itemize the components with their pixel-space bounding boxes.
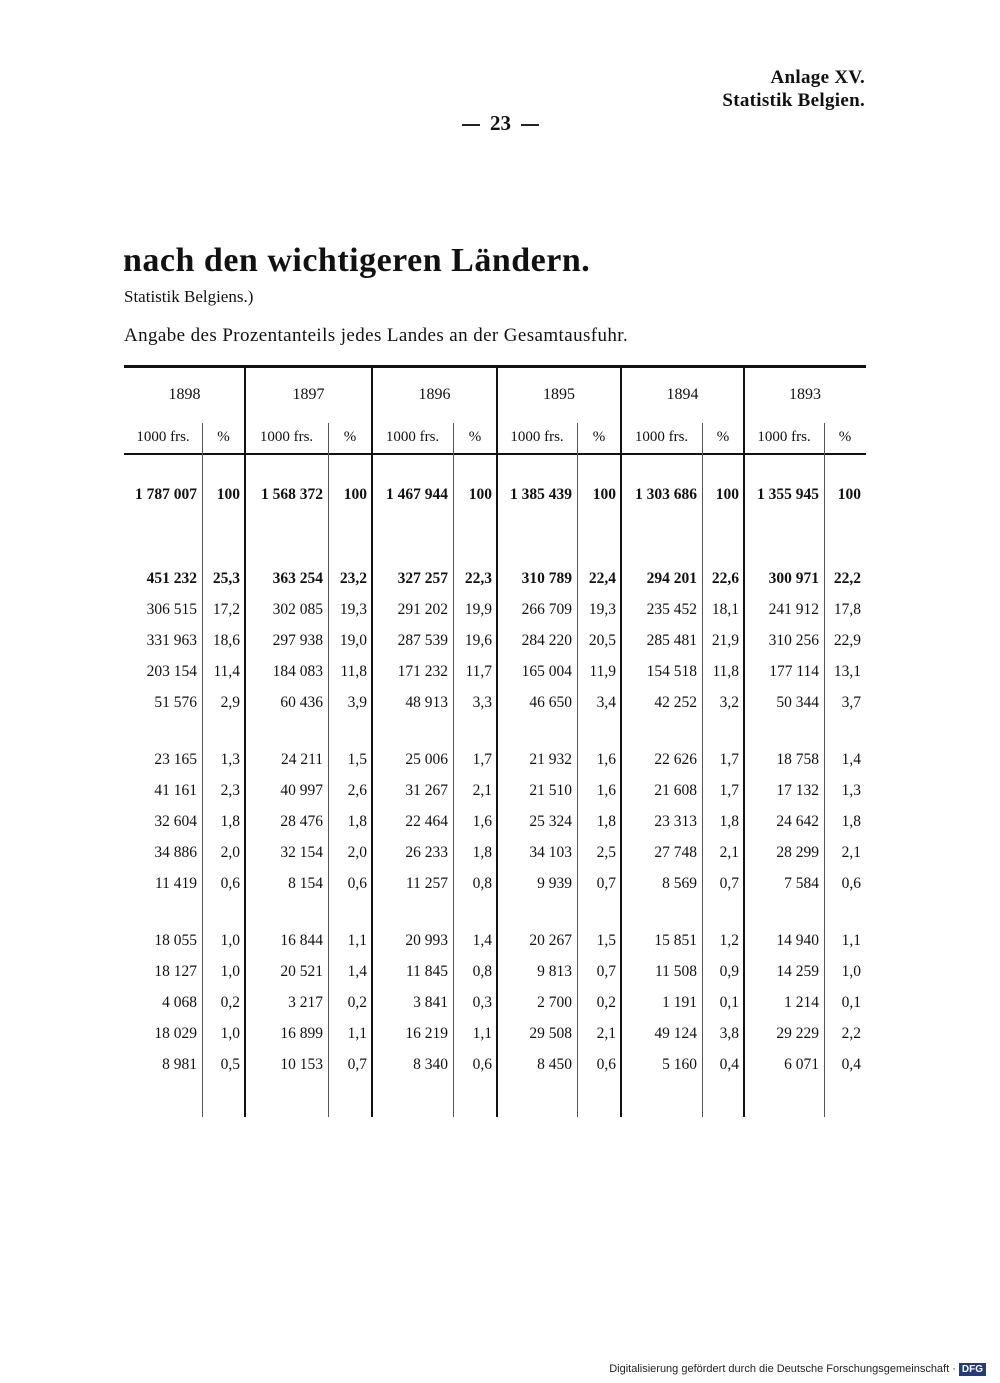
value-cell: 25 006 (405, 750, 448, 768)
value-cell: 9 939 (537, 874, 572, 892)
page-subtitle: Statistik Belgiens.) (124, 287, 254, 306)
value-cell: 24 642 (776, 812, 819, 830)
percent-cell: 17,2 (212, 600, 240, 618)
value-cell: 29 229 (776, 1024, 819, 1042)
spacer-row (124, 453, 866, 475)
table-row (124, 987, 866, 1018)
value-cell: 41 161 (154, 781, 197, 799)
value-cell: 300 971 (768, 569, 819, 587)
annex-label (722, 66, 865, 112)
year-header: 1898 (168, 386, 201, 403)
value-cell: 25 324 (529, 812, 572, 830)
unit-percent-header: % (468, 429, 482, 445)
dash-left (462, 124, 480, 126)
percent-cell: 1,6 (472, 812, 492, 830)
percent-cell: 1,3 (220, 750, 240, 768)
value-cell: 46 650 (529, 693, 572, 711)
percent-cell: 1,7 (719, 781, 739, 799)
spacer-row (124, 515, 866, 563)
spacer-row (124, 718, 866, 744)
percent-cell: 22,9 (833, 631, 861, 649)
percent-cell: 1,8 (347, 812, 367, 830)
spacer-cell (124, 718, 866, 744)
percent-cell: 0,7 (596, 962, 616, 980)
page-title: nach den wichtigeren Ländern. (123, 242, 591, 279)
percent-cell: 1,8 (472, 843, 492, 861)
value-cell: 29 508 (529, 1024, 572, 1042)
value-cell: 26 233 (405, 843, 448, 861)
percent-cell: 1,1 (472, 1024, 492, 1042)
table-row (124, 625, 866, 656)
unit-value-header: 1000 frs. (634, 429, 689, 445)
value-cell: 5 160 (662, 1055, 697, 1073)
value-cell: 8 154 (288, 874, 323, 892)
value-cell: 49 124 (654, 1024, 697, 1042)
table-row (124, 956, 866, 987)
value-cell: 60 436 (280, 693, 323, 711)
value-cell: 9 813 (537, 962, 572, 980)
value-cell: 1 191 (662, 993, 697, 1011)
value-cell: 1 303 686 (635, 486, 697, 503)
percent-cell: 1,2 (719, 931, 739, 949)
year-divider-line (371, 368, 373, 1117)
percent-cell: 25,3 (212, 569, 240, 587)
value-cell: 18 029 (154, 1024, 197, 1042)
value-cell: 284 220 (521, 631, 572, 649)
total-row (124, 475, 866, 515)
table-row (124, 837, 866, 868)
percent-cell: 1,6 (596, 750, 616, 768)
percent-cell: 2,1 (719, 843, 739, 861)
value-cell: 8 569 (662, 874, 697, 892)
spacer-row (124, 899, 866, 925)
percent-cell: 22,6 (711, 569, 739, 587)
value-cell: 17 132 (776, 781, 819, 799)
percent-cell: 0,9 (719, 962, 739, 980)
percent-cell: 19,9 (464, 600, 492, 618)
value-cell: 23 313 (654, 812, 697, 830)
percent-cell: 11,8 (712, 662, 739, 680)
table-row (124, 868, 866, 899)
percent-cell: 22,2 (833, 569, 861, 587)
percent-cell: 11,7 (465, 662, 492, 680)
year-header: 1897 (292, 386, 325, 403)
percent-divider-line (202, 423, 203, 1117)
value-cell: 22 464 (405, 812, 448, 830)
table-row (124, 687, 866, 718)
percent-cell: 2,2 (841, 1024, 861, 1042)
table-caption: Angabe des Prozentanteils jedes Landes an der Gesamtausfuhr. (124, 325, 629, 346)
value-cell: 451 232 (146, 569, 197, 587)
percent-cell: 1,1 (841, 931, 861, 949)
unit-value-header: 1000 frs. (757, 429, 811, 445)
table-row (124, 1049, 866, 1080)
value-cell: 8 340 (413, 1055, 448, 1073)
value-cell: 184 083 (272, 662, 323, 680)
value-cell: 14 259 (776, 962, 819, 980)
value-cell: 3 217 (288, 993, 323, 1011)
percent-cell: 23,2 (339, 569, 367, 587)
value-cell: 32 154 (280, 843, 323, 861)
value-cell: 6 071 (784, 1055, 819, 1073)
percent-cell: 20,5 (588, 631, 616, 649)
percent-cell: 13,1 (833, 662, 861, 680)
percent-cell: 0,6 (596, 1055, 616, 1073)
percent-cell: 100 (343, 486, 367, 503)
percent-cell: 2,5 (596, 843, 616, 861)
percent-cell: 19,3 (588, 600, 616, 618)
percent-cell: 1,8 (220, 812, 240, 830)
value-cell: 51 576 (154, 693, 197, 711)
percent-cell: 1,6 (596, 781, 616, 799)
value-cell: 18 055 (154, 931, 197, 949)
year-header: 1895 (543, 386, 575, 403)
percent-cell: 3,3 (472, 693, 492, 711)
percent-cell: 2,9 (220, 693, 240, 711)
value-cell: 285 481 (646, 631, 697, 649)
percent-cell: 0,1 (841, 993, 861, 1011)
year-header: 1894 (666, 386, 699, 403)
percent-cell: 1,8 (596, 812, 616, 830)
value-cell: 28 476 (280, 812, 323, 830)
unit-percent-header: % (838, 429, 852, 445)
percent-cell: 100 (592, 486, 616, 503)
value-cell: 21 510 (529, 781, 572, 799)
value-cell: 294 201 (646, 569, 697, 587)
value-cell: 363 254 (272, 569, 323, 587)
percent-cell: 3,8 (719, 1024, 739, 1042)
statistics-table (124, 368, 866, 1080)
percent-divider-line (577, 423, 578, 1117)
value-cell: 21 608 (654, 781, 697, 799)
value-cell: 241 912 (768, 600, 819, 618)
page-number (452, 111, 549, 136)
year-header: 1896 (418, 386, 451, 403)
percent-cell: 1,4 (347, 962, 367, 980)
page-number-value: 23 (490, 111, 511, 135)
value-cell: 266 709 (521, 600, 572, 618)
table-row (124, 775, 866, 806)
value-cell: 1 355 945 (757, 486, 819, 503)
dash-right (521, 124, 539, 126)
value-cell: 16 219 (405, 1024, 448, 1042)
percent-cell: 19,6 (464, 631, 492, 649)
value-cell: 48 913 (405, 693, 448, 711)
unit-percent-header: % (217, 429, 230, 445)
year-divider-line (496, 368, 498, 1117)
value-cell: 34 886 (154, 843, 197, 861)
value-cell: 154 518 (646, 662, 697, 680)
table-row (124, 563, 866, 594)
spacer-cell (124, 515, 866, 563)
percent-cell: 2,0 (220, 843, 240, 861)
percent-cell: 100 (216, 486, 240, 503)
value-cell: 310 789 (521, 569, 572, 587)
value-cell: 327 257 (397, 569, 448, 587)
percent-cell: 1,4 (841, 750, 861, 768)
value-cell: 16 844 (280, 931, 323, 949)
percent-cell: 1,7 (472, 750, 492, 768)
percent-cell: 0,6 (220, 874, 240, 892)
table-row (124, 806, 866, 837)
table-row (124, 594, 866, 625)
percent-cell: 2,6 (347, 781, 367, 799)
value-cell: 27 748 (654, 843, 697, 861)
percent-cell: 0,6 (347, 874, 367, 892)
value-cell: 34 103 (529, 843, 572, 861)
percent-cell: 17,8 (833, 600, 861, 618)
unit-value-header: 1000 frs. (259, 429, 314, 445)
statistics-table-wrapper (124, 365, 866, 1117)
percent-cell: 21,9 (711, 631, 739, 649)
percent-cell: 1,8 (841, 812, 861, 830)
value-cell: 24 211 (280, 750, 323, 768)
value-cell: 32 604 (154, 812, 197, 830)
statistics-table-body (124, 453, 866, 1080)
percent-cell: 100 (837, 486, 861, 503)
percent-cell: 100 (468, 486, 492, 503)
footer-credit (609, 1363, 986, 1376)
percent-cell: 1,0 (220, 962, 240, 980)
value-cell: 40 997 (280, 781, 323, 799)
percent-cell: 22,3 (464, 569, 492, 587)
percent-cell: 11,8 (340, 662, 367, 680)
percent-cell: 2,1 (596, 1024, 616, 1042)
percent-cell: 3,4 (596, 693, 616, 711)
value-cell: 11 257 (405, 874, 448, 892)
value-cell: 4 068 (162, 993, 197, 1011)
percent-cell: 22,4 (588, 569, 616, 587)
table-row (124, 1018, 866, 1049)
value-cell: 20 993 (405, 931, 448, 949)
dfg-logo: DFG (959, 1363, 986, 1376)
value-cell: 1 467 944 (386, 486, 448, 503)
percent-divider-line (824, 423, 825, 1117)
percent-cell: 2,1 (472, 781, 492, 799)
unit-percent-header: % (343, 429, 357, 445)
percent-cell: 0,7 (719, 874, 739, 892)
value-cell: 18 758 (776, 750, 819, 768)
percent-cell: 0,7 (596, 874, 616, 892)
value-cell: 11 845 (405, 962, 448, 980)
percent-cell: 1,0 (220, 1024, 240, 1042)
year-header-row (124, 368, 866, 422)
percent-cell: 1,3 (841, 781, 861, 799)
percent-cell: 1,1 (347, 931, 367, 949)
value-cell: 8 450 (537, 1055, 572, 1073)
percent-cell: 11,9 (589, 662, 616, 680)
value-cell: 2 700 (537, 993, 572, 1011)
unit-value-header: 1000 frs. (136, 429, 190, 445)
unit-percent-header: % (716, 429, 730, 445)
percent-cell: 0,8 (472, 962, 492, 980)
table-row (124, 744, 866, 775)
value-cell: 42 252 (654, 693, 697, 711)
percent-cell: 2,1 (841, 843, 861, 861)
year-divider-line (743, 368, 745, 1117)
percent-cell: 100 (715, 486, 739, 503)
percent-cell: 1,5 (347, 750, 367, 768)
value-cell: 20 267 (529, 931, 572, 949)
percent-divider-line (328, 423, 329, 1117)
percent-cell: 1,8 (719, 812, 739, 830)
percent-cell: 0,1 (719, 993, 739, 1011)
percent-divider-line (702, 423, 703, 1117)
value-cell: 1 568 372 (261, 486, 323, 503)
value-cell: 20 521 (280, 962, 323, 980)
percent-cell: 0,7 (347, 1055, 367, 1073)
year-divider-line (244, 368, 246, 1117)
value-cell: 1 787 007 (135, 486, 197, 503)
percent-cell: 0,6 (841, 874, 861, 892)
value-cell: 8 981 (162, 1055, 197, 1073)
value-cell: 331 963 (146, 631, 197, 649)
value-cell: 10 153 (280, 1055, 323, 1073)
percent-cell: 1,4 (472, 931, 492, 949)
value-cell: 177 114 (769, 662, 819, 680)
percent-cell: 1,0 (841, 962, 861, 980)
percent-cell: 2,0 (347, 843, 367, 861)
value-cell: 165 004 (521, 662, 572, 680)
value-cell: 15 851 (654, 931, 697, 949)
value-cell: 235 452 (646, 600, 697, 618)
percent-cell: 1,1 (347, 1024, 367, 1042)
value-cell: 31 267 (405, 781, 448, 799)
table-row (124, 925, 866, 956)
value-cell: 14 940 (776, 931, 819, 949)
year-divider-line (620, 368, 622, 1117)
value-cell: 3 841 (413, 993, 448, 1011)
spacer-cell (124, 899, 866, 925)
value-cell: 287 539 (397, 631, 448, 649)
percent-cell: 18,6 (212, 631, 240, 649)
percent-cell: 0,3 (472, 993, 492, 1011)
footer-credit-text: Digitalisierung gefördert durch die Deutsche Forschungsgemeinschaft · (609, 1363, 956, 1375)
percent-cell: 3,7 (841, 693, 861, 711)
value-cell: 1 214 (784, 993, 819, 1011)
unit-value-header: 1000 frs. (385, 429, 440, 445)
percent-cell: 11,4 (213, 662, 240, 680)
percent-cell: 1,5 (596, 931, 616, 949)
percent-cell: 19,0 (339, 631, 367, 649)
percent-cell: 0,2 (596, 993, 616, 1011)
percent-cell: 19,3 (339, 600, 367, 618)
value-cell: 171 232 (397, 662, 448, 680)
percent-cell: 0,5 (220, 1055, 240, 1073)
value-cell: 23 165 (154, 750, 197, 768)
value-cell: 28 299 (776, 843, 819, 861)
percent-cell: 3,9 (347, 693, 367, 711)
annex-subject: Statistik Belgien. (722, 90, 865, 111)
table-row (124, 656, 866, 687)
spacer-cell (124, 453, 866, 475)
value-cell: 291 202 (397, 600, 448, 618)
percent-cell: 0,8 (472, 874, 492, 892)
percent-cell: 3,2 (719, 693, 739, 711)
value-cell: 310 256 (768, 631, 819, 649)
percent-cell: 1,0 (220, 931, 240, 949)
unit-value-header: 1000 frs. (510, 429, 564, 445)
percent-cell: 1,7 (719, 750, 739, 768)
percent-cell: 18,1 (711, 600, 739, 618)
percent-cell: 0,4 (841, 1055, 861, 1073)
value-cell: 18 127 (154, 962, 197, 980)
value-cell: 203 154 (146, 662, 197, 680)
annex-number: Anlage XV. (770, 67, 865, 88)
value-cell: 21 932 (529, 750, 572, 768)
percent-divider-line (453, 423, 454, 1117)
value-cell: 22 626 (654, 750, 697, 768)
percent-cell: 0,4 (719, 1055, 739, 1073)
value-cell: 7 584 (784, 874, 819, 892)
value-cell: 1 385 439 (510, 486, 572, 503)
unit-percent-header: % (592, 429, 606, 445)
percent-cell: 0,2 (347, 993, 367, 1011)
year-header: 1893 (789, 386, 821, 403)
value-cell: 11 419 (154, 874, 197, 892)
value-cell: 50 344 (776, 693, 819, 711)
value-cell: 302 085 (272, 600, 323, 618)
value-cell: 16 899 (280, 1024, 323, 1042)
percent-cell: 0,2 (220, 993, 240, 1011)
percent-cell: 2,3 (220, 781, 240, 799)
value-cell: 11 508 (654, 962, 697, 980)
value-cell: 306 515 (146, 600, 197, 618)
value-cell: 297 938 (272, 631, 323, 649)
percent-cell: 0,6 (472, 1055, 492, 1073)
unit-header-row (124, 422, 866, 453)
